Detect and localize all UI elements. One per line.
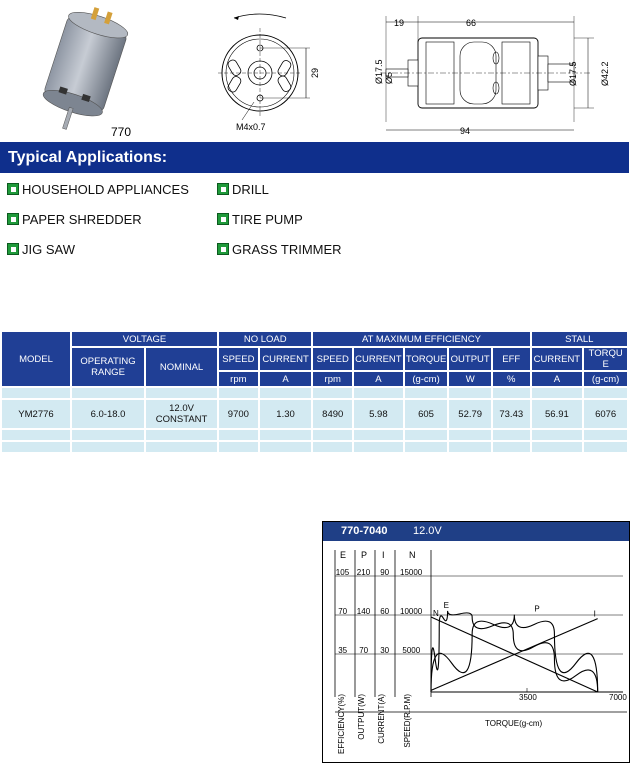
green-bullet-icon (217, 243, 229, 255)
curve-label: I (593, 609, 596, 619)
me-eff-cell: 73.43 (492, 399, 531, 429)
dim-right-a: Ø17.5 (568, 61, 578, 86)
nl-speed-cell: 9700 (218, 399, 259, 429)
axis-name: CURRENT(A) (377, 694, 386, 744)
application-item: JIG SAW (7, 242, 75, 257)
series-i-line (431, 619, 598, 691)
me-torque-unit: (g-cm) (404, 371, 449, 387)
green-bullet-icon (7, 183, 19, 195)
st-current-cell: 56.91 (531, 399, 584, 429)
dim-top-left: 19 (394, 18, 405, 28)
table-row (1, 399, 628, 429)
green-bullet-icon (217, 183, 229, 195)
axis-name: EFFICIENCY(%) (337, 694, 346, 754)
stall-group-header: STALL (531, 331, 628, 347)
me-output-unit: W (448, 371, 492, 387)
side-view-drawing (362, 12, 624, 136)
axis-letter: E (340, 550, 347, 560)
nl-speed-header: SPEED (218, 347, 259, 371)
axis-letter: I (382, 550, 385, 560)
me-torque-header: TORQUE (404, 347, 449, 371)
me-current-header: CURRENT (353, 347, 404, 371)
curve-label: E (443, 600, 449, 610)
nominal-cell: 12.0V CONSTANT (145, 399, 218, 429)
me-eff-unit: % (492, 371, 531, 387)
me-output-header: OUTPUT (448, 347, 492, 371)
y-tick-label: 10000 (400, 607, 423, 616)
y-tick-label: 60 (380, 607, 390, 616)
dim-bottom: 94 (460, 126, 471, 136)
green-bullet-icon (217, 213, 229, 225)
front-dim-label: 29 (310, 67, 320, 78)
motor-photo (38, 6, 138, 140)
application-item: GRASS TRIMMER (217, 242, 342, 257)
performance-chart (322, 521, 630, 763)
dim-top-main: 66 (466, 18, 477, 28)
nl-speed-unit: rpm (218, 371, 259, 387)
x-axis-label: TORQUE(g-cm) (485, 719, 543, 728)
chart-subtitle: 12.0V (413, 525, 442, 537)
applications-title: Typical Applications: (8, 149, 168, 166)
axis-letter: N (409, 550, 416, 560)
application-item: TIRE PUMP (217, 212, 303, 227)
application-item: HOUSEHOLD APPLIANCES (7, 182, 189, 197)
dim-left-a: Ø17.5 (374, 59, 384, 84)
applications-banner (0, 142, 629, 173)
axis-name: SPEED(R.P.M) (403, 694, 412, 748)
axis-name: OUTPUT(W) (357, 694, 366, 740)
max-eff-group-header: AT MAXIMUM EFFICIENCY (312, 331, 530, 347)
chart-plot (323, 542, 629, 762)
me-current-unit: A (353, 371, 404, 387)
curve-label: P (534, 604, 540, 614)
front-view-drawing (214, 8, 338, 136)
st-current-unit: A (531, 371, 584, 387)
axis-letter: P (361, 550, 368, 560)
chart-title: 770-7040 (341, 525, 388, 537)
dim-right-b: Ø42.2 (600, 61, 610, 86)
table-row (1, 441, 628, 453)
y-tick-label: 90 (380, 568, 390, 577)
nl-current-cell: 1.30 (259, 399, 313, 429)
nl-current-header: CURRENT (259, 347, 313, 371)
st-torque-header: TORQU E (583, 347, 628, 371)
spec-table (0, 330, 629, 454)
chart-header (323, 522, 629, 541)
y-tick-label: 105 (335, 568, 350, 577)
dim-left-b: Ø5 (384, 71, 394, 84)
st-current-header: CURRENT (531, 347, 584, 371)
table-row (1, 429, 628, 441)
hole-label: M4x0.7 (236, 122, 266, 132)
x-tick-label: 3500 (519, 693, 537, 702)
me-eff-header: EFF (492, 347, 531, 371)
y-tick-label: 35 (338, 646, 348, 655)
no-load-group-header: NO LOAD (218, 331, 312, 347)
me-current-cell: 5.98 (353, 399, 404, 429)
green-bullet-icon (7, 213, 19, 225)
nominal-header: NOMINAL (145, 347, 218, 387)
curve-label: N (433, 608, 439, 618)
model-header: MODEL (1, 331, 71, 387)
st-torque-cell: 6076 (583, 399, 628, 429)
application-item: PAPER SHREDDER (7, 212, 142, 227)
model-caption: 770 (111, 125, 132, 139)
st-torque-unit: (g-cm) (583, 371, 628, 387)
green-bullet-icon (7, 243, 19, 255)
y-tick-label: 210 (356, 568, 371, 577)
table-row (1, 387, 628, 399)
voltage-group-header: VOLTAGE (71, 331, 218, 347)
application-item: DRILL (217, 182, 269, 197)
me-speed-cell: 8490 (312, 399, 353, 429)
y-tick-label: 15000 (400, 568, 423, 577)
nl-current-unit: A (259, 371, 313, 387)
y-tick-label: 30 (380, 646, 390, 655)
y-tick-label: 70 (359, 646, 369, 655)
me-speed-unit: rpm (312, 371, 353, 387)
me-output-cell: 52.79 (448, 399, 492, 429)
model-cell: YM2776 (1, 399, 71, 429)
x-tick-label: 7000 (609, 693, 627, 702)
operating-range-header: OPERATING RANGE (71, 347, 145, 387)
me-torque-cell: 605 (404, 399, 449, 429)
y-tick-label: 5000 (402, 646, 421, 655)
me-speed-header: SPEED (312, 347, 353, 371)
range-cell: 6.0-18.0 (71, 399, 145, 429)
y-tick-label: 70 (338, 607, 348, 616)
y-tick-label: 140 (356, 607, 371, 616)
